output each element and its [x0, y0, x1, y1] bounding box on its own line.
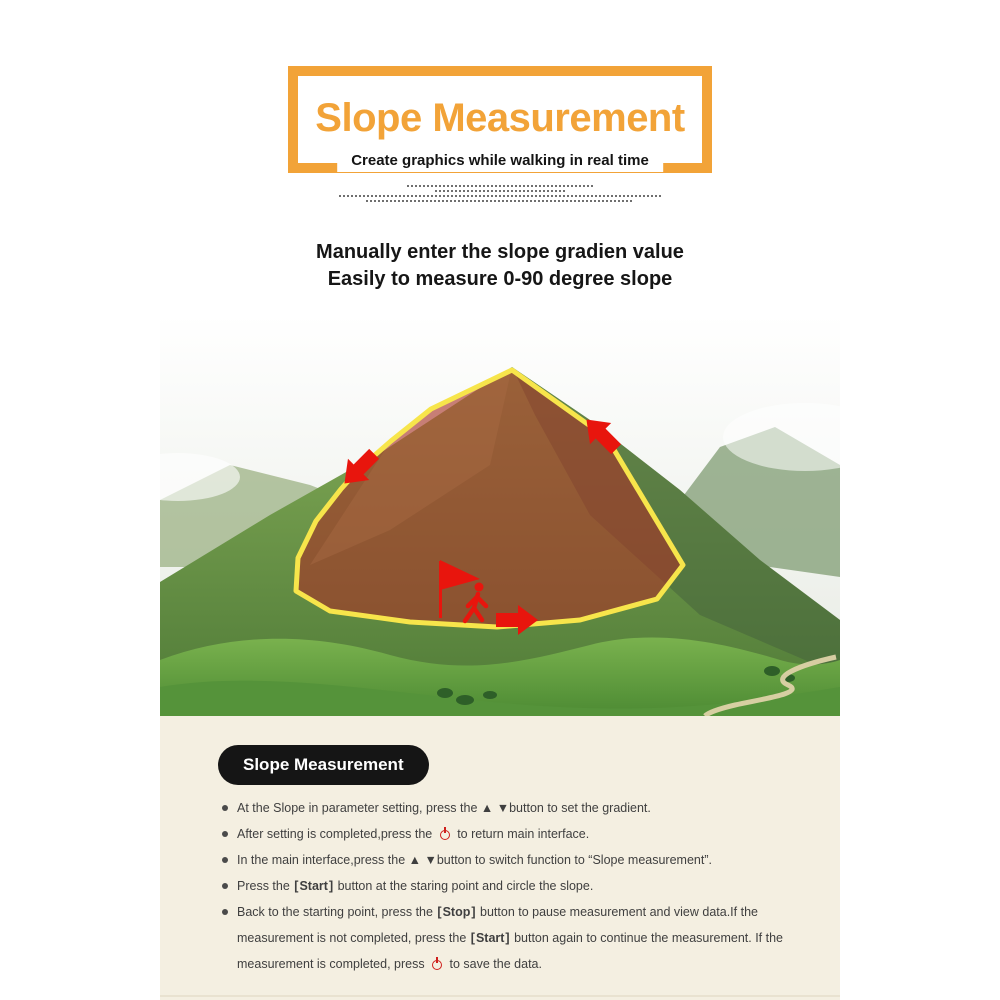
mountain-scene: [160, 315, 840, 716]
instruction-list: [160, 795, 840, 977]
page-title: Slope Measurement: [315, 96, 685, 140]
instruction-item: [222, 899, 788, 977]
fine-print-line: [407, 185, 593, 187]
instruction-item: [222, 873, 788, 899]
tagline-line1: Manually enter the slope gradien value: [316, 241, 684, 263]
instruction-text: At the Slope in parameter setting, press the ▲ ▼button to set the gradient.: [237, 801, 651, 815]
mountain-photo: [160, 315, 840, 716]
bracketed-button-label: [ Start ]: [293, 879, 334, 893]
instruction-item: [222, 821, 788, 847]
power-icon: [431, 957, 443, 970]
instruction-text: In the main interface,press the ▲ ▼button to switch function to “Slope measurement”.: [237, 853, 712, 867]
power-icon: [439, 827, 451, 840]
bracketed-button-label: [ Start ]: [470, 931, 511, 945]
bullet-dot: [222, 831, 228, 837]
bullet-dot: [222, 857, 228, 863]
page-subtitle: Create graphics while walking in real time: [337, 150, 663, 172]
instruction-text: Back to the starting point, press the [ Stop ] button to pause measurement and view data.If the measurement is not completed, press the [ Start ] button again to continue the measurement. If the measurement is completed, press to save the data.: [237, 899, 788, 977]
fine-print: [160, 185, 840, 202]
tagline-line2: Easily to measure 0-90 degree slope: [327, 268, 673, 290]
tagline: [160, 239, 840, 293]
bullet-dot: [222, 805, 228, 811]
instruction-item: [222, 795, 788, 821]
bullet-dot: [222, 909, 228, 915]
fine-print-line: [366, 200, 634, 202]
fine-print-line: [435, 190, 565, 192]
fine-print-line: [339, 195, 661, 197]
instruction-text: Press the [ Start ] button at the staring point and circle the slope.: [237, 873, 593, 899]
section-badge: Slope Measurement: [218, 745, 429, 785]
bullet-dot: [222, 883, 228, 889]
instruction-section: [160, 716, 840, 1000]
bracketed-button-label: [ Stop ]: [436, 905, 476, 919]
instruction-item: [222, 847, 788, 873]
title-frame: [288, 66, 712, 173]
page-column: [160, 66, 840, 1000]
instruction-text: After setting is completed,press the to return main interface.: [237, 827, 590, 841]
